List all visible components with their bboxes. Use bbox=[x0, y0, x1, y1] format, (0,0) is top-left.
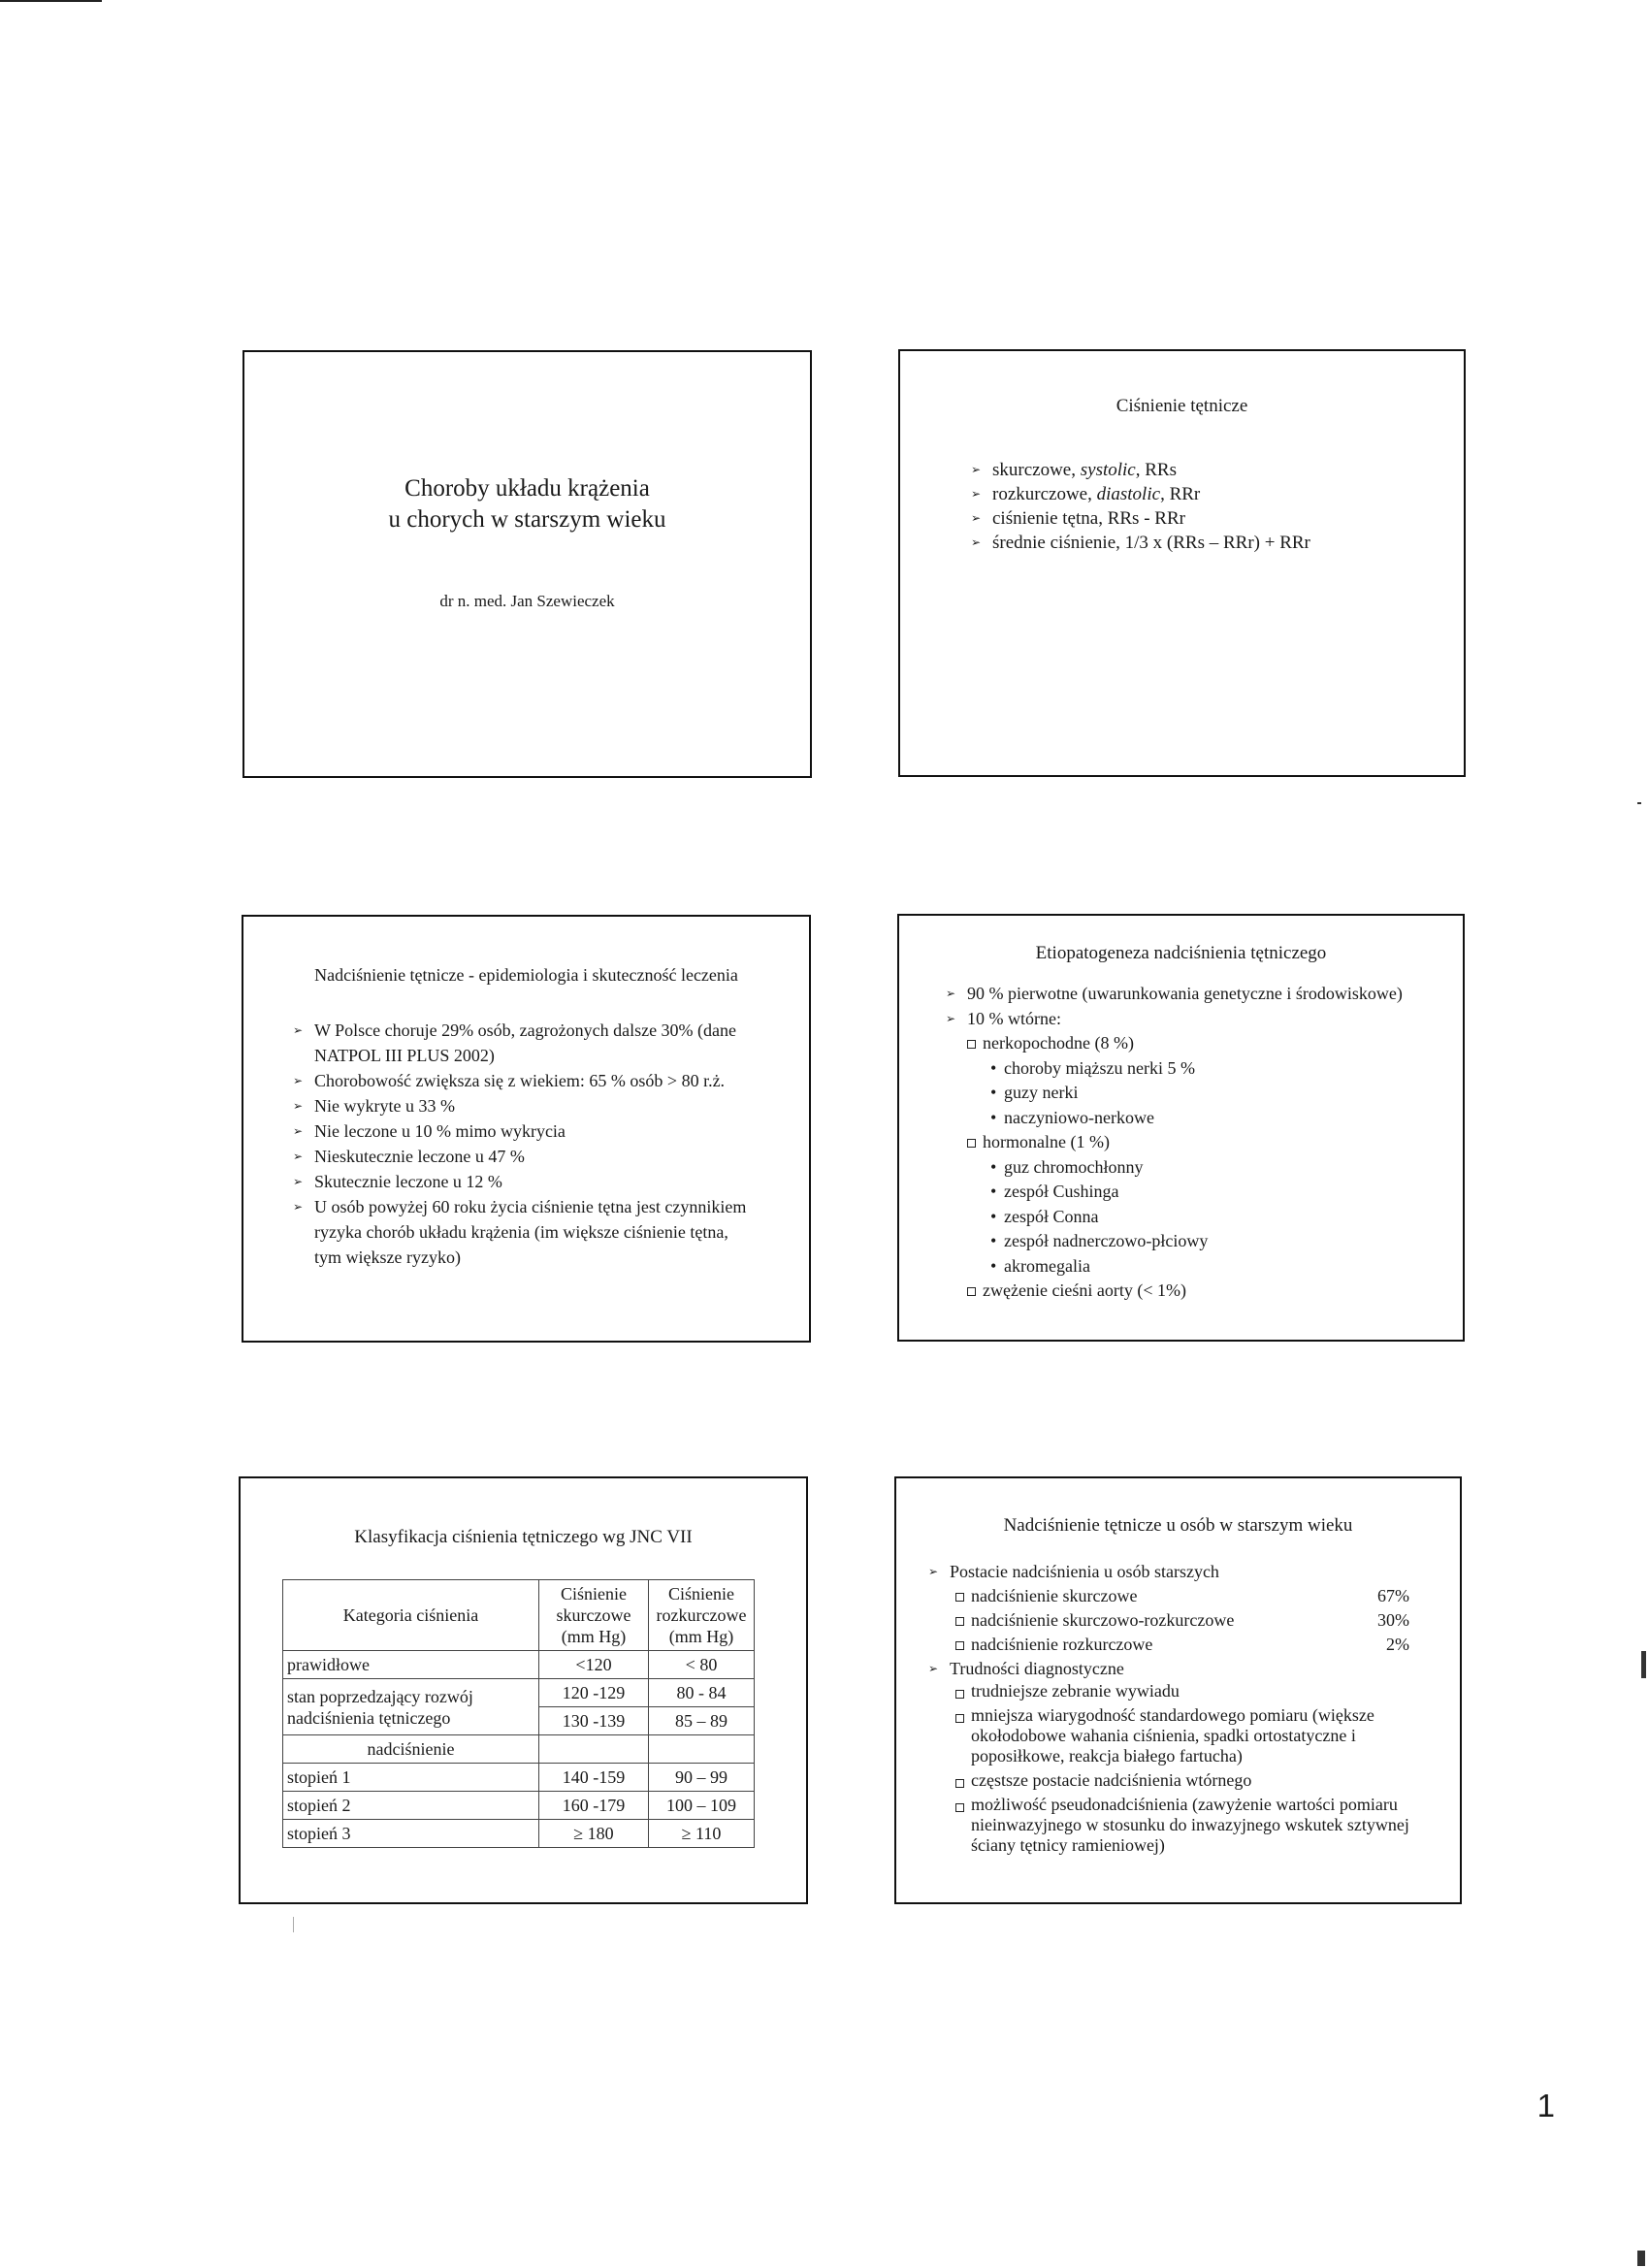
presentation-title bbox=[244, 473, 810, 535]
cell-systolic: 120 -129 bbox=[539, 1679, 649, 1707]
item-percent: 2% bbox=[1386, 1635, 1409, 1654]
list-item: zwężenie cieśni aorty (< 1%) bbox=[965, 1279, 1460, 1304]
item-italic: systolic bbox=[1080, 460, 1136, 480]
cell-diastolic: 90 – 99 bbox=[649, 1764, 755, 1792]
cell-category: stan poprzedzający rozwój nadciśnienia tętniczego bbox=[283, 1679, 539, 1735]
forms-list bbox=[954, 1584, 1438, 1657]
list-item bbox=[928, 1560, 1438, 1657]
cell-diastolic: 100 – 109 bbox=[649, 1792, 755, 1820]
page-number: 1 bbox=[1536, 2088, 1555, 2123]
slide-title: Nadciśnienie tętnicze u osób w starszym wieku bbox=[1003, 1515, 1353, 1536]
list-item: ➢ Chorobowość zwiększa się z wiekiem: 65 % osób > 80 r.ż. bbox=[293, 1068, 759, 1093]
item-text: 10 % wtórne: bbox=[967, 1008, 1061, 1028]
item-text: ciśnienie tętna, RRs - RRr bbox=[992, 508, 1185, 529]
header-systolic: Ciśnienie skurczowe (mm Hg) bbox=[539, 1580, 649, 1651]
cell-category: stopień 1 bbox=[283, 1764, 539, 1792]
scan-speck bbox=[293, 1917, 294, 1932]
item-percent: 30% bbox=[1377, 1610, 1409, 1630]
list-item: • zespół Cushinga bbox=[988, 1180, 1460, 1205]
item-text: średnie ciśnienie, 1/3 x (RRs – RRr) + RRr bbox=[992, 533, 1310, 553]
cell-diastolic: ≥ 110 bbox=[649, 1820, 755, 1848]
list-item: trudniejsze zebranie wywiadu bbox=[954, 1681, 1438, 1701]
scan-corner-mark bbox=[1637, 2251, 1645, 2266]
item-italic: diastolic bbox=[1096, 484, 1161, 504]
slide-title bbox=[242, 350, 812, 778]
list-item bbox=[971, 482, 1456, 506]
item-percent: 67% bbox=[1377, 1586, 1409, 1605]
list-item bbox=[965, 1031, 1460, 1130]
cell-category: prawidłowe bbox=[283, 1651, 539, 1679]
list-item bbox=[971, 506, 1456, 531]
list-item bbox=[954, 1584, 1438, 1608]
item-text: rozkurczowe, bbox=[992, 484, 1097, 504]
slide-etiopathogenesis bbox=[897, 914, 1465, 1342]
cell-category: stopień 2 bbox=[283, 1792, 539, 1820]
table-row bbox=[283, 1764, 755, 1792]
slide-title: Klasyfikacja ciśnienia tętniczego wg JNC VII bbox=[354, 1527, 693, 1547]
cell-systolic: <120 bbox=[539, 1651, 649, 1679]
cell-systolic: 130 -139 bbox=[539, 1707, 649, 1735]
list-item bbox=[971, 458, 1456, 482]
slide-elderly-hypertension bbox=[894, 1476, 1462, 1904]
cell-systolic: 140 -159 bbox=[539, 1764, 649, 1792]
renal-list bbox=[988, 1056, 1460, 1131]
table-row bbox=[283, 1820, 755, 1848]
slide-title: Nadciśnienie tętnicze - epidemiologia i skuteczność leczenia bbox=[314, 965, 738, 985]
cell-category-header: nadciśnienie bbox=[283, 1735, 539, 1764]
item-text: nerkopochodne (8 %) bbox=[983, 1033, 1134, 1053]
slide-title: Etiopatogeneza nadciśnienia tętniczego bbox=[1035, 943, 1327, 963]
cell-systolic: ≥ 180 bbox=[539, 1820, 649, 1848]
title-line-1: Choroby układu krążenia bbox=[404, 475, 650, 502]
list-item: ➢ Skutecznie leczone u 12 % bbox=[293, 1169, 759, 1194]
list-item bbox=[965, 1130, 1460, 1279]
list-item: możliwość pseudonadciśnienia (zawyżenie wartości pomiaru nieinwazyjnego w stosunku do inwazyjnego wskutek sztywnej ściany tętnicy ramieniowej) bbox=[954, 1795, 1438, 1856]
etiology-list bbox=[946, 982, 1460, 1304]
slide-blood-pressure bbox=[898, 349, 1466, 777]
list-item: • zespół Conna bbox=[988, 1205, 1460, 1230]
cell-diastolic: 85 – 89 bbox=[649, 1707, 755, 1735]
item-text: Postacie nadciśnienia u osób starszych bbox=[950, 1562, 1219, 1581]
slide-epidemiology bbox=[242, 915, 811, 1343]
cell-empty bbox=[539, 1735, 649, 1764]
list-item bbox=[954, 1608, 1438, 1633]
table-row bbox=[283, 1735, 755, 1764]
list-item bbox=[946, 1007, 1460, 1304]
list-item: ➢ 90 % pierwotne (uwarunkowania genetyczne i środowiskowe) bbox=[946, 982, 1460, 1007]
cell-empty bbox=[649, 1735, 755, 1764]
table-row bbox=[283, 1580, 755, 1651]
bp-list bbox=[971, 458, 1456, 555]
cell-diastolic: < 80 bbox=[649, 1651, 755, 1679]
list-item: • akromegalia bbox=[988, 1254, 1460, 1280]
classification-table bbox=[282, 1579, 755, 1848]
list-item: ➢ U osób powyżej 60 roku życia ciśnienie tętna jest czynnikiem ryzyka chorób układu krążenia (im większe ciśnienie tętna, tym większe ryzyko) bbox=[293, 1194, 759, 1270]
cell-systolic: 160 -179 bbox=[539, 1792, 649, 1820]
secondary-list bbox=[965, 1031, 1460, 1304]
scan-edge-mark bbox=[1641, 1651, 1646, 1678]
list-item bbox=[971, 531, 1456, 555]
author: dr n. med. Jan Szewieczek bbox=[439, 592, 615, 610]
list-item bbox=[928, 1657, 1438, 1856]
cell-category: stopień 3 bbox=[283, 1820, 539, 1848]
table-row bbox=[283, 1651, 755, 1679]
header-diastolic: Ciśnienie rozkurczowe (mm Hg) bbox=[649, 1580, 755, 1651]
list-item: • choroby miąższu nerki 5 % bbox=[988, 1056, 1460, 1082]
list-item: ➢ Nie wykryte u 33 % bbox=[293, 1093, 759, 1118]
list-item: • guzy nerki bbox=[988, 1081, 1460, 1106]
item-text: hormonalne (1 %) bbox=[983, 1132, 1110, 1151]
list-item: ➢ Nie leczone u 10 % mimo wykrycia bbox=[293, 1118, 759, 1144]
difficulties-list bbox=[954, 1681, 1438, 1856]
list-item: mniejsza wiarygodność standardowego pomiaru (większe okołodobowe wahania ciśnienia, spadki ortostatyczne i poposiłkowe, reakcja białego fartucha) bbox=[954, 1705, 1438, 1766]
header-category: Kategoria ciśnienia bbox=[283, 1580, 539, 1651]
cell-diastolic: 80 - 84 bbox=[649, 1679, 755, 1707]
elderly-list bbox=[928, 1560, 1438, 1856]
list-item: częstsze postacie nadciśnienia wtórnego bbox=[954, 1770, 1438, 1791]
item-text: nadciśnienie skurczowe bbox=[971, 1586, 1138, 1605]
epidemiology-list bbox=[293, 1018, 759, 1270]
list-item: • zespół nadnerczowo-płciowy bbox=[988, 1229, 1460, 1254]
item-text: Trudności diagnostyczne bbox=[950, 1659, 1124, 1678]
item-text: skurczowe, bbox=[992, 460, 1081, 480]
list-item: ➢ W Polsce choruje 29% osób, zagrożonych dalsze 30% (dane NATPOL III PLUS 2002) bbox=[293, 1018, 759, 1068]
item-text: nadciśnienie rozkurczowe bbox=[971, 1635, 1153, 1654]
slide-title: Ciśnienie tętnicze bbox=[1116, 396, 1248, 416]
table-row bbox=[283, 1792, 755, 1820]
item-suffix: , RRs bbox=[1135, 460, 1177, 480]
title-line-2: u chorych w starszym wieku bbox=[388, 506, 666, 533]
list-item: • naczyniowo-nerkowe bbox=[988, 1106, 1460, 1131]
hormonal-list bbox=[988, 1155, 1460, 1280]
list-item: • guz chromochłonny bbox=[988, 1155, 1460, 1181]
list-item: ➢ Nieskutecznie leczone u 47 % bbox=[293, 1144, 759, 1169]
slide-classification bbox=[239, 1476, 808, 1904]
list-item bbox=[954, 1633, 1438, 1657]
item-text: nadciśnienie skurczowo-rozkurczowe bbox=[971, 1610, 1235, 1630]
table-row bbox=[283, 1679, 755, 1707]
scan-speck bbox=[1637, 802, 1641, 804]
scan-artifact-line bbox=[0, 0, 102, 2]
item-suffix: , RRr bbox=[1160, 484, 1201, 504]
